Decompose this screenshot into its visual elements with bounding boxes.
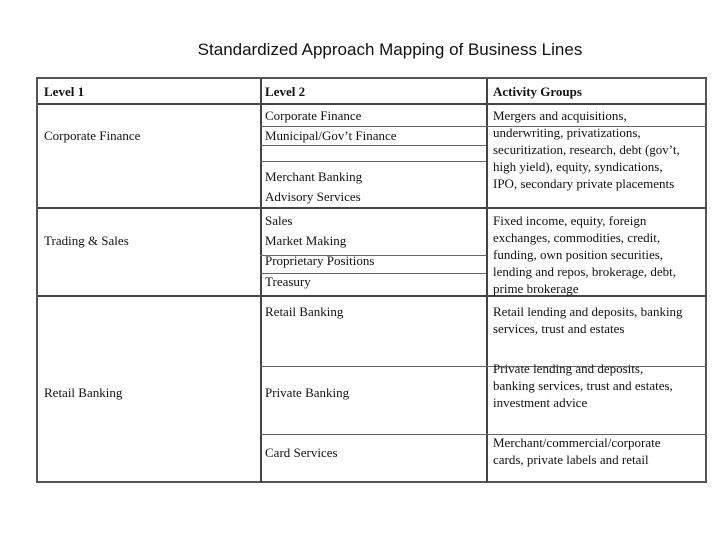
- level1-corporate-finance: Corporate Finance: [44, 128, 141, 143]
- activity-line: funding, own position securities,: [493, 247, 664, 262]
- header-level-1: Level 1: [44, 84, 85, 99]
- row-divider: [38, 207, 707, 209]
- level2-item: Advisory Services: [265, 189, 361, 204]
- activity-line: Mergers and acquisitions,: [493, 108, 627, 123]
- level2-item: Merchant Banking: [265, 169, 363, 184]
- level2-item: Private Banking: [265, 385, 350, 400]
- activity-line: securitization, research, debt (gov’t,: [493, 142, 680, 157]
- level2-item: Treasury: [265, 274, 311, 289]
- activity-line: services, trust and estates: [493, 321, 625, 336]
- level1-retail-banking: Retail Banking: [44, 385, 123, 400]
- row-divider: [38, 103, 707, 105]
- header-activity-groups: Activity Groups: [493, 84, 582, 99]
- activity-line: IPO, secondary private placements: [493, 176, 675, 191]
- activity-line: Fixed income, equity, foreign: [493, 213, 647, 228]
- activity-line: underwriting, privatizations,: [493, 125, 641, 140]
- page-title: Standardized Approach Mapping of Business Lines: [197, 40, 583, 59]
- activity-line: cards, private labels and retail: [493, 452, 649, 467]
- activity-line: Private lending and deposits,: [493, 361, 644, 376]
- column-divider: [486, 79, 488, 483]
- row-divider: [38, 295, 707, 297]
- level2-item: Corporate Finance: [265, 108, 362, 123]
- column-divider: [260, 79, 262, 483]
- level2-item: Retail Banking: [265, 304, 344, 319]
- activity-line: banking services, trust and estates,: [493, 378, 673, 393]
- level2-item: Market Making: [265, 233, 347, 248]
- activity-line: exchanges, commodities, credit,: [493, 230, 661, 245]
- activity-line: investment advice: [493, 395, 588, 410]
- activity-line: lending and repos, brokerage, debt,: [493, 264, 677, 279]
- header-level-2: Level 2: [265, 84, 306, 99]
- activity-line: Retail lending and deposits, banking: [493, 304, 683, 319]
- level1-trading-sales: Trading & Sales: [44, 233, 129, 248]
- activity-line: prime brokerage: [493, 281, 579, 296]
- level2-item: Sales: [265, 213, 293, 228]
- activity-line: Merchant/commercial/corporate: [493, 435, 661, 450]
- level2-item: Proprietary Positions: [265, 253, 375, 268]
- row-divider: [260, 145, 486, 146]
- activity-line: high yield), equity, syndications,: [493, 159, 663, 174]
- level2-item: Municipal/Gov’t Finance: [265, 128, 397, 143]
- business-lines-table: [36, 77, 707, 483]
- row-divider: [260, 161, 486, 162]
- level2-item: Card Services: [265, 445, 338, 460]
